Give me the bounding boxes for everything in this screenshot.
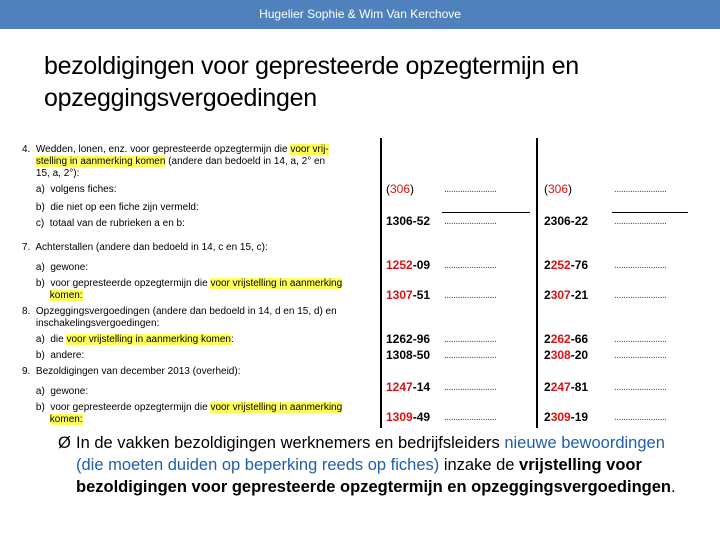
form-text: 9. Bezoldigingen van december 2013 (overheid): <box>22 366 241 377</box>
form-line <box>22 350 84 362</box>
code-part: 1262-96 <box>386 332 431 346</box>
entry-dots: ....................... <box>614 350 667 361</box>
code-codes_col1 <box>386 410 430 424</box>
bullet-text-3: inzake de <box>439 456 520 474</box>
form-text: b) die niet op een fiche zijn vermeld: <box>22 202 199 213</box>
form-text: b) voor gepresteerde opzegtermijn die <box>22 278 211 289</box>
code-part: -49 <box>412 410 431 424</box>
code-part: -20 <box>570 348 589 362</box>
code-codes_col2 <box>544 410 588 424</box>
tax-form-excerpt <box>14 138 714 428</box>
entry-dots: ....................... <box>614 382 667 393</box>
form-text: a) gewone: <box>22 262 89 273</box>
form-line <box>22 144 329 156</box>
form-text: c) totaal van de rubrieken a en b: <box>22 218 185 229</box>
bullet-point <box>58 432 678 498</box>
code-part: 252 <box>550 258 571 272</box>
code-part: 2306-22 <box>544 214 589 228</box>
code-part: 262 <box>550 332 571 346</box>
form-line <box>22 262 88 274</box>
form-line <box>22 318 159 330</box>
code-part: ) <box>410 182 415 196</box>
code-codes_col2 <box>544 288 588 302</box>
code-part: -76 <box>570 258 589 272</box>
entry-dots: ....................... <box>444 216 497 227</box>
code-codes_col1 <box>386 380 430 394</box>
form-line <box>22 278 342 290</box>
code-part: 2 <box>544 348 551 362</box>
code-codes_col1 <box>386 332 430 346</box>
entry-dots: ....................... <box>444 382 497 393</box>
code-codes_col1 <box>386 348 430 362</box>
form-text <box>22 414 50 425</box>
bullet-text-2: nieuwe bewoordingen (die moeten duiden op beperking reeds op fiches) <box>76 434 665 474</box>
form-text: a) volgens fiches: <box>22 184 117 195</box>
code-codes_col1 <box>386 288 430 302</box>
highlighted-text: voor vrijstelling in aanmerking <box>210 402 343 413</box>
code-codes_col2 <box>544 258 588 272</box>
code-part: -66 <box>570 332 589 346</box>
form-text: a) gewone: <box>22 386 89 397</box>
code-part: 2 <box>544 410 551 424</box>
highlighted-text: voor vrij- <box>290 144 329 155</box>
form-text: : <box>231 334 234 345</box>
form-line <box>22 218 185 230</box>
code-part: ( <box>386 182 390 196</box>
code-part: 2 <box>544 288 551 302</box>
code-part: ) <box>568 182 573 196</box>
form-line <box>22 414 83 426</box>
code-part: 2 <box>544 380 551 394</box>
entry-dots: ....................... <box>614 184 667 195</box>
bullet-text-1: In de vakken bezoldigingen werknemers en bedrijfsleiders <box>76 434 505 452</box>
highlighted-text: komen: <box>49 414 83 425</box>
total-rule-2 <box>612 212 688 213</box>
code-codes_col2 <box>544 332 588 346</box>
code-part: -21 <box>570 288 589 302</box>
form-text: 15, a, 2°): <box>22 168 80 179</box>
code-codes_col2 <box>544 380 588 394</box>
code-codes_col1 <box>386 214 430 228</box>
entry-dots: ....................... <box>444 290 497 301</box>
entry-dots: ....................... <box>614 412 667 423</box>
author-text: Hugelier Sophie & Wim Van Kerchove <box>259 7 461 21</box>
form-line <box>22 402 342 414</box>
entry-dots: ....................... <box>614 260 667 271</box>
code-part: 1252 <box>386 258 413 272</box>
entry-dots: ....................... <box>444 184 497 195</box>
code-part: 1247 <box>386 380 413 394</box>
code-part: -51 <box>412 288 431 302</box>
form-line <box>22 202 199 214</box>
code-part: 306 <box>390 182 411 196</box>
code-part: 1306-52 <box>386 214 431 228</box>
code-part: -09 <box>412 258 431 272</box>
form-text <box>22 156 36 167</box>
code-part: 247 <box>550 380 571 394</box>
form-text: 7. Achterstallen (andere dan bedoeld in 14, c en 15, c): <box>22 242 268 253</box>
code-part: 309 <box>550 410 571 424</box>
form-line <box>22 386 88 398</box>
entry-dots: ....................... <box>444 334 497 345</box>
form-line <box>22 290 83 302</box>
form-text: b) voor gepresteerde opzegtermijn die <box>22 402 211 413</box>
form-text <box>22 290 50 301</box>
form-text: (andere dan bedoeld in 14, a, 2° en <box>165 156 326 167</box>
code-codes_col2 <box>544 182 572 196</box>
form-text: a) die <box>22 334 67 345</box>
entry-dots: ....................... <box>444 412 497 423</box>
code-part: 307 <box>550 288 571 302</box>
code-part: 1308-50 <box>386 348 431 362</box>
code-codes_col1 <box>386 258 430 272</box>
form-line <box>22 334 234 346</box>
form-line <box>22 168 79 180</box>
entry-dots: ....................... <box>614 334 667 345</box>
highlighted-text: komen: <box>49 290 83 301</box>
highlighted-text: voor vrijstelling in aanmerking <box>210 278 343 289</box>
total-rule-1 <box>442 212 530 213</box>
header-bar <box>0 0 720 29</box>
code-part: 308 <box>550 348 571 362</box>
form-text: 8. Opzeggingsvergoedingen (andere dan bedoeld in 14, d en 15, d) en <box>22 306 337 317</box>
highlighted-text: voor vrijstelling in aanmerking komen <box>66 334 231 345</box>
code-part: -81 <box>570 380 589 394</box>
column-divider-left <box>380 138 382 428</box>
form-line <box>22 156 325 168</box>
bullet-text-5: . <box>671 478 676 496</box>
form-text: inschakelingsvergoedingen: <box>22 318 160 329</box>
form-line <box>22 242 268 254</box>
code-part: -19 <box>570 410 589 424</box>
code-part: ( <box>544 182 548 196</box>
code-codes_col1 <box>386 182 414 196</box>
form-text: b) andere: <box>22 350 85 361</box>
entry-dots: ....................... <box>444 260 497 271</box>
code-codes_col2 <box>544 348 588 362</box>
highlighted-text: stelling in aanmerking komen <box>35 156 166 167</box>
form-text: 4. Wedden, lonen, enz. voor gepresteerde opzegtermijn die <box>22 144 291 155</box>
entry-dots: ....................... <box>614 290 667 301</box>
code-part: 1307 <box>386 288 413 302</box>
code-part: 2 <box>544 258 551 272</box>
entry-dots: ....................... <box>444 350 497 361</box>
slide-title: bezoldigingen voor gepresteerde opzegtermijn en opzeggingsvergoedingen <box>44 52 579 112</box>
form-line <box>22 306 337 318</box>
column-divider-right <box>536 138 538 428</box>
code-codes_col2 <box>544 214 588 228</box>
code-part: 2 <box>544 332 551 346</box>
arrow-bullet-icon: Ø <box>58 434 71 452</box>
form-line <box>22 184 117 196</box>
code-part: 306 <box>548 182 569 196</box>
form-line <box>22 366 240 378</box>
code-part: 1309 <box>386 410 413 424</box>
entry-dots: ....................... <box>614 216 667 227</box>
bullet-text-4: vrijstelling voor bezoldigingen voor gepresteerde opzegtermijn en opzeggingsvergoedingen <box>76 456 671 496</box>
code-part: -14 <box>412 380 431 394</box>
